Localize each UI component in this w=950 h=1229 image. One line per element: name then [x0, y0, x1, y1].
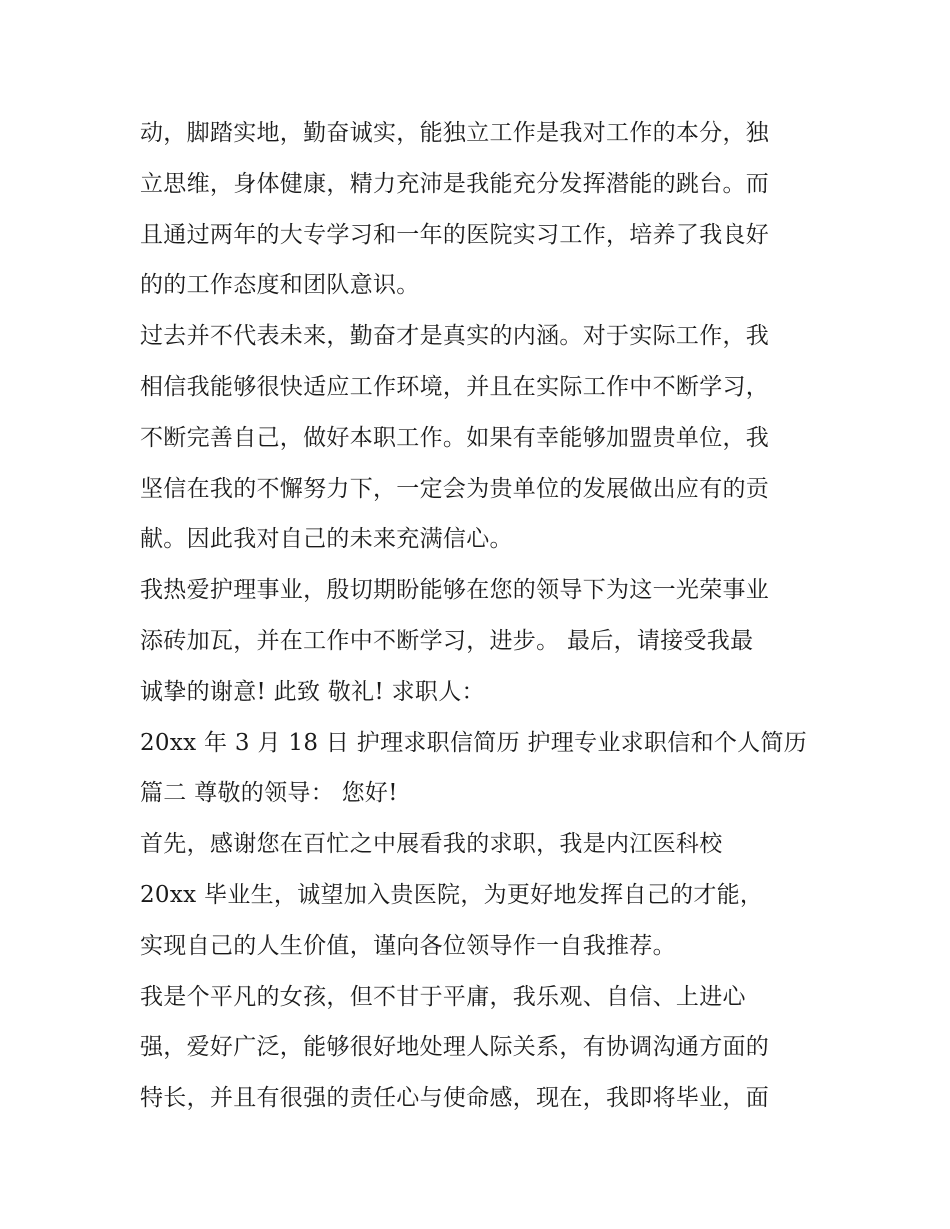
text-line-7: 不断完善自己，做好本职工作。如果有幸能够加盟贵单位，我 — [140, 424, 770, 451]
text-line-18: 我是个平凡的女孩，但不甘于平庸，我乐观、自信、上进心 — [140, 983, 746, 1010]
text-line-19: 强，爱好广泛，能够很好地处理人际关系，有协调沟通方面的 — [140, 1034, 770, 1061]
text-line-10: 我热爱护理事业，殷切期盼能够在您的领导下为这一光荣事业 — [140, 577, 770, 604]
text-line-1: 动，脚踏实地，勤奋诚实，能独立工作是我对工作的本分，独 — [140, 120, 770, 146]
text-line-13: 20xx 年 3 月 18 日 护理求职信简历 护理专业求职信和个人简历 — [140, 729, 808, 756]
text-line-15: 首先，感谢您在百忙之中展看我的求职，我是内江医科校 — [140, 831, 723, 858]
text-line-9: 献。因此我对自己的未来充满信心。 — [140, 526, 513, 553]
text-line-16: 20xx 毕业生，诚望加入贵医院，为更好地发挥自己的才能， — [140, 881, 764, 908]
text-line-4: 的的工作态度和团队意识。 — [140, 272, 420, 299]
text-line-3: 且通过两年的大专学习和一年的医院实习工作，培养了我良好 — [140, 221, 770, 248]
text-line-8: 坚信在我的不懈努力下，一定会为贵单位的发展做出应有的贡 — [140, 475, 770, 502]
body-text — [140, 108, 820, 1124]
text-line-20: 特长，并且有很强的责任心与使命感，现在，我即将毕业，面 — [140, 1085, 770, 1112]
text-line-12: 诚挚的谢意! 此致 敬礼! 求职人： — [140, 678, 485, 705]
text-line-6: 相信我能够很快适应工作环境，并且在实际工作中不断学习， — [140, 373, 770, 400]
text-line-11: 添砖加瓦，并在工作中不断学习，进步。 最后，请接受我最 — [140, 627, 754, 654]
text-line-5: 过去并不代表未来，勤奋才是真实的内涵。对于实际工作，我 — [140, 323, 770, 350]
text-line-14: 篇二 尊敬的领导： 您好! — [140, 780, 398, 807]
text-line-17: 实现自己的人生价值，谨向各位领导作一自我推荐。 — [140, 932, 676, 959]
text-line-2: 立思维，身体健康，精力充沛是我能充分发挥潜能的跳台。而 — [140, 170, 770, 197]
